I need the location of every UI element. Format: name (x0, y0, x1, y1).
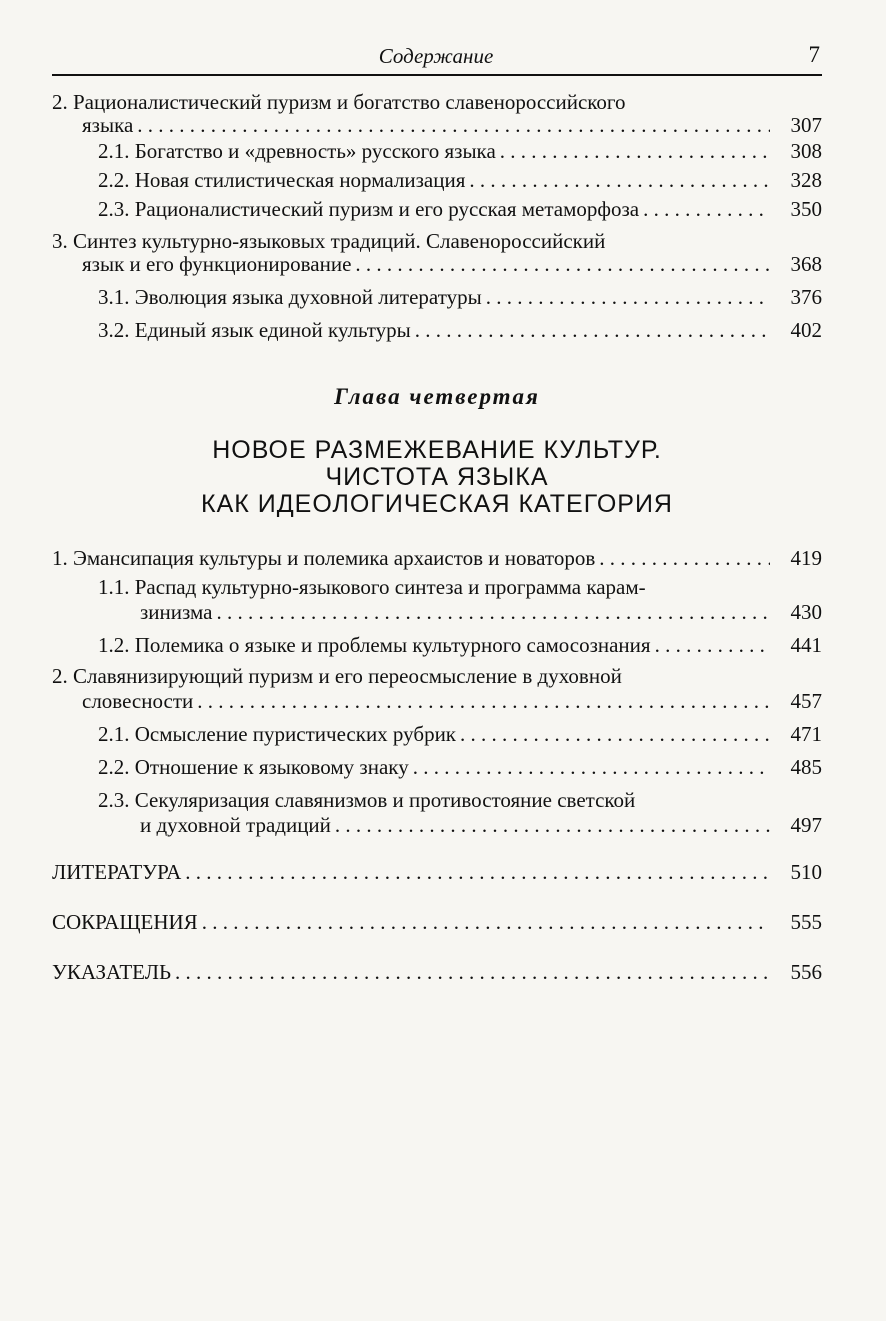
leader-dots (355, 252, 770, 276)
toc-page-number: 376 (790, 285, 822, 309)
toc-entry-4-1-2[interactable] (98, 633, 822, 657)
toc-entry-4-2-1[interactable] (98, 722, 822, 746)
leader-dots (197, 689, 770, 713)
leader-dots (486, 285, 770, 309)
toc-page-number: 402 (790, 318, 822, 342)
toc-entry-3-2[interactable] (98, 318, 822, 342)
leader-dots (137, 113, 770, 137)
leader-dots (415, 318, 770, 342)
toc-entry-text: 2.2. Новая стилистическая нормализация (98, 168, 466, 192)
toc-entry-text: и духовной традиций (140, 813, 331, 837)
toc-entry-2-2[interactable] (98, 168, 822, 192)
toc-entry-text: языка (82, 113, 134, 137)
toc-entry-text: 1. Эмансипация культуры и полемика архаистов и новаторов (52, 546, 596, 570)
toc-entry-text: словесности (82, 689, 194, 713)
toc-entry-4-2[interactable] (82, 689, 822, 713)
toc-entry-text: 2. Рационалистический пуризм и богатство славенороссийского (52, 90, 626, 114)
header-rule (52, 74, 822, 76)
leader-dots (413, 755, 770, 779)
toc-page-number: 430 (790, 600, 822, 624)
toc-entry-4-2-3[interactable] (140, 813, 822, 837)
toc-entry-text: 1.2. Полемика о языке и проблемы культурного самосознания (98, 633, 651, 657)
toc-page-number: 555 (790, 910, 822, 934)
toc-entry-text: 3.1. Эволюция языка духовной литературы (98, 285, 482, 309)
chapter-title-line2: ЧИСТОТА ЯЗЫКА (325, 463, 549, 491)
leader-dots (335, 813, 770, 837)
toc-entry-4-2-2[interactable] (98, 755, 822, 779)
toc-entry-4-2-3-line1 (98, 788, 744, 812)
toc-entry-3[interactable] (82, 252, 822, 276)
toc-entry-text: 2.3. Рационалистический пуризм и его русская метаморфоза (98, 197, 640, 221)
toc-entry-text: 2.3. Секуляризация славянизмов и противостояние светской (98, 788, 636, 812)
toc-page-number: 308 (790, 139, 822, 163)
toc-entry-text: 1.1. Распад культурно-языкового синтеза и программа карам- (98, 575, 646, 599)
toc-entry-text: зинизма (140, 600, 213, 624)
toc-entry-4-1-1[interactable] (140, 600, 822, 624)
toc-entry-text: 2.1. Осмысление пуристических рубрик (98, 722, 457, 746)
toc-entry-text: 2. Славянизирующий пуризм и его переосмысление в духовной (52, 664, 622, 688)
toc-entry-text: 3. Синтез культурно-языковых традиций. Славенороссийский (52, 229, 606, 253)
toc-entry-text: СОКРАЩЕНИЯ (52, 910, 198, 934)
toc-page-number: 441 (790, 633, 822, 657)
toc-page-number: 350 (790, 197, 822, 221)
toc-entry-text: 2.1. Богатство и «древность» русского языка (98, 139, 496, 163)
toc-page-number: 328 (790, 168, 822, 192)
running-header (52, 44, 820, 74)
toc-entry-text: ЛИТЕРАТУРА (52, 860, 182, 884)
toc-entry-4-1-1-line1 (98, 575, 744, 599)
toc-entry-3-line1 (52, 229, 752, 253)
toc-entry-text: 3.2. Единый язык единой культуры (98, 318, 411, 342)
toc-entry-index[interactable] (52, 960, 822, 984)
toc-page-number: 556 (790, 960, 822, 984)
leader-dots (469, 168, 770, 192)
toc-entry-text: язык и его функционирование (82, 252, 352, 276)
toc-entry-text: УКАЗАТЕЛЬ (52, 960, 172, 984)
leader-dots (643, 197, 770, 221)
toc-entry-literature[interactable] (52, 860, 822, 884)
toc-entry-4-2-line1 (52, 664, 744, 688)
leader-dots (202, 910, 770, 934)
leader-dots (500, 139, 770, 163)
toc-entry-text: 2.2. Отношение к языковому знаку (98, 755, 409, 779)
leader-dots (599, 546, 770, 570)
chapter-title-line1: НОВОЕ РАЗМЕЖЕВАНИЕ КУЛЬТУР. (212, 436, 662, 464)
page-number: 7 (808, 42, 820, 67)
leader-dots (175, 960, 770, 984)
toc-page-number: 485 (790, 755, 822, 779)
toc-page-number: 419 (790, 546, 822, 570)
toc-page-number: 510 (790, 860, 822, 884)
toc-page-number: 471 (790, 722, 822, 746)
chapter-title-line3: КАК ИДЕОЛОГИЧЕСКАЯ КАТЕГОРИЯ (201, 490, 673, 518)
leader-dots (655, 633, 770, 657)
toc-page-number: 497 (790, 813, 822, 837)
toc-entry-2-3[interactable] (98, 197, 822, 221)
leader-dots (185, 860, 770, 884)
toc-page-number: 368 (790, 252, 822, 276)
toc-page-number: 307 (790, 113, 822, 137)
leader-dots (460, 722, 770, 746)
toc-page-number: 457 (790, 689, 822, 713)
toc-entry-4-1[interactable] (52, 546, 822, 570)
toc-entry-3-1[interactable] (98, 285, 822, 309)
toc-entry-abbreviations[interactable] (52, 910, 822, 934)
chapter-label: Глава четвертая (334, 384, 540, 409)
header-title: Содержание (378, 44, 494, 68)
toc-entry-2[interactable] (82, 113, 822, 137)
leader-dots (216, 600, 770, 624)
toc-entry-2-1[interactable] (98, 139, 822, 163)
toc-entry-2-line1 (52, 90, 744, 114)
